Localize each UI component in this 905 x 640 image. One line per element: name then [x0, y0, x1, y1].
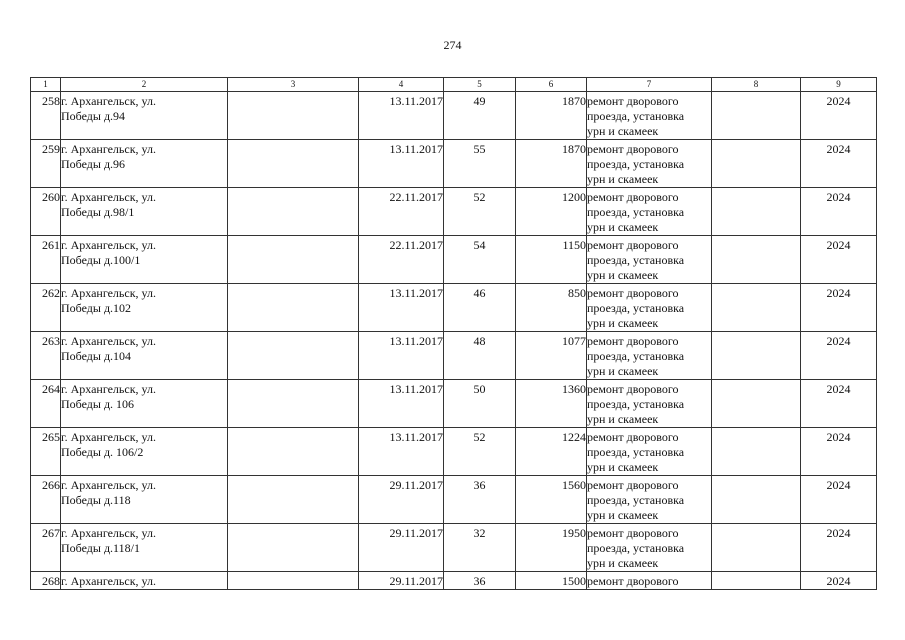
address-cell: г. Архангельск, ул. Победы д.100/1: [61, 236, 228, 284]
date-cell: 13.11.2017: [359, 380, 444, 428]
address-cell: г. Архангельск, ул.: [61, 572, 228, 590]
column-5-cell: 48: [444, 332, 516, 380]
column-6-cell: 1200: [516, 188, 587, 236]
column-6-cell: 1077: [516, 332, 587, 380]
column-5-cell: 36: [444, 572, 516, 590]
column-header-9: 9: [801, 78, 877, 92]
column-6-cell: 1950: [516, 524, 587, 572]
column-header-2: 2: [61, 78, 228, 92]
column-8-cell: [712, 188, 801, 236]
row-number: 265: [31, 428, 61, 476]
work-description-cell: ремонт дворового проезда, установка урн и скамеек: [587, 524, 712, 572]
year-cell: 2024: [801, 140, 877, 188]
table-row: [31, 476, 877, 524]
row-number: 259: [31, 140, 61, 188]
row-number: 262: [31, 284, 61, 332]
year-cell: 2024: [801, 236, 877, 284]
work-description-cell: ремонт дворового проезда, установка урн и скамеек: [587, 332, 712, 380]
column-header-7: 7: [587, 78, 712, 92]
table-row: [31, 92, 877, 140]
address-cell: г. Архангельск, ул. Победы д. 106: [61, 380, 228, 428]
row-number: 261: [31, 236, 61, 284]
column-3-cell: [228, 140, 359, 188]
column-8-cell: [712, 236, 801, 284]
date-cell: 13.11.2017: [359, 332, 444, 380]
address-cell: г. Архангельск, ул. Победы д.104: [61, 332, 228, 380]
column-5-cell: 52: [444, 188, 516, 236]
work-description-cell: ремонт дворового проезда, установка урн и скамеек: [587, 140, 712, 188]
column-header-8: 8: [712, 78, 801, 92]
date-cell: 13.11.2017: [359, 92, 444, 140]
year-cell: 2024: [801, 476, 877, 524]
year-cell: 2024: [801, 572, 877, 590]
column-3-cell: [228, 572, 359, 590]
year-cell: 2024: [801, 380, 877, 428]
work-description-cell: ремонт дворового проезда, установка урн и скамеек: [587, 284, 712, 332]
date-cell: 29.11.2017: [359, 572, 444, 590]
column-8-cell: [712, 92, 801, 140]
column-header-3: 3: [228, 78, 359, 92]
table-row: [31, 284, 877, 332]
address-cell: г. Архангельск, ул. Победы д.118/1: [61, 524, 228, 572]
column-header-6: 6: [516, 78, 587, 92]
address-cell: г. Архангельск, ул. Победы д.96: [61, 140, 228, 188]
work-description-cell: ремонт дворового проезда, установка урн и скамеек: [587, 92, 712, 140]
row-number: 263: [31, 332, 61, 380]
year-cell: 2024: [801, 188, 877, 236]
date-cell: 29.11.2017: [359, 476, 444, 524]
column-6-cell: 1150: [516, 236, 587, 284]
year-cell: 2024: [801, 284, 877, 332]
column-5-cell: 50: [444, 380, 516, 428]
column-5-cell: 36: [444, 476, 516, 524]
year-cell: 2024: [801, 92, 877, 140]
row-number: 268: [31, 572, 61, 590]
column-5-cell: 46: [444, 284, 516, 332]
year-cell: 2024: [801, 524, 877, 572]
page-number: 274: [443, 38, 462, 52]
column-3-cell: [228, 236, 359, 284]
row-number: 267: [31, 524, 61, 572]
address-cell: г. Архангельск, ул. Победы д.118: [61, 476, 228, 524]
column-6-cell: 1870: [516, 92, 587, 140]
table-row: [31, 572, 877, 590]
column-6-cell: 1224: [516, 428, 587, 476]
column-5-cell: 55: [444, 140, 516, 188]
column-6-cell: 1360: [516, 380, 587, 428]
column-8-cell: [712, 332, 801, 380]
date-cell: 22.11.2017: [359, 236, 444, 284]
column-3-cell: [228, 476, 359, 524]
column-8-cell: [712, 140, 801, 188]
column-5-cell: 52: [444, 428, 516, 476]
work-description-cell: ремонт дворового проезда, установка урн и скамеек: [587, 236, 712, 284]
column-8-cell: [712, 524, 801, 572]
column-6-cell: 1560: [516, 476, 587, 524]
column-3-cell: [228, 524, 359, 572]
row-number: 264: [31, 380, 61, 428]
table-row: [31, 428, 877, 476]
table-body: [31, 92, 877, 590]
address-cell: г. Архангельск, ул. Победы д. 106/2: [61, 428, 228, 476]
column-header-4: 4: [359, 78, 444, 92]
date-cell: 13.11.2017: [359, 284, 444, 332]
table-row: [31, 524, 877, 572]
date-cell: 13.11.2017: [359, 140, 444, 188]
row-number: 266: [31, 476, 61, 524]
year-cell: 2024: [801, 428, 877, 476]
work-description-cell: ремонт дворового проезда, установка урн и скамеек: [587, 428, 712, 476]
column-3-cell: [228, 380, 359, 428]
data-table: [30, 77, 877, 590]
column-3-cell: [228, 284, 359, 332]
column-6-cell: 1870: [516, 140, 587, 188]
table-row: [31, 380, 877, 428]
column-3-cell: [228, 428, 359, 476]
column-8-cell: [712, 572, 801, 590]
address-cell: г. Архангельск, ул. Победы д.94: [61, 92, 228, 140]
row-number: 260: [31, 188, 61, 236]
table-row: [31, 332, 877, 380]
work-description-cell: ремонт дворового проезда, установка урн и скамеек: [587, 188, 712, 236]
row-number: 258: [31, 92, 61, 140]
table-row: [31, 188, 877, 236]
column-5-cell: 54: [444, 236, 516, 284]
column-6-cell: 850: [516, 284, 587, 332]
column-8-cell: [712, 284, 801, 332]
address-cell: г. Архангельск, ул. Победы д.102: [61, 284, 228, 332]
column-5-cell: 32: [444, 524, 516, 572]
column-8-cell: [712, 380, 801, 428]
column-3-cell: [228, 332, 359, 380]
table-row: [31, 140, 877, 188]
work-description-cell: ремонт дворового проезда, установка урн и скамеек: [587, 476, 712, 524]
date-cell: 29.11.2017: [359, 524, 444, 572]
column-8-cell: [712, 476, 801, 524]
year-cell: 2024: [801, 332, 877, 380]
column-8-cell: [712, 428, 801, 476]
work-description-cell: ремонт дворового проезда, установка урн и скамеек: [587, 380, 712, 428]
date-cell: 13.11.2017: [359, 428, 444, 476]
header-row: [31, 78, 877, 92]
column-6-cell: 1500: [516, 572, 587, 590]
address-cell: г. Архангельск, ул. Победы д.98/1: [61, 188, 228, 236]
work-description-cell: ремонт дворового: [587, 572, 712, 590]
date-cell: 22.11.2017: [359, 188, 444, 236]
column-3-cell: [228, 188, 359, 236]
column-header-1: 1: [31, 78, 61, 92]
column-3-cell: [228, 92, 359, 140]
column-5-cell: 49: [444, 92, 516, 140]
table-row: [31, 236, 877, 284]
column-header-5: 5: [444, 78, 516, 92]
